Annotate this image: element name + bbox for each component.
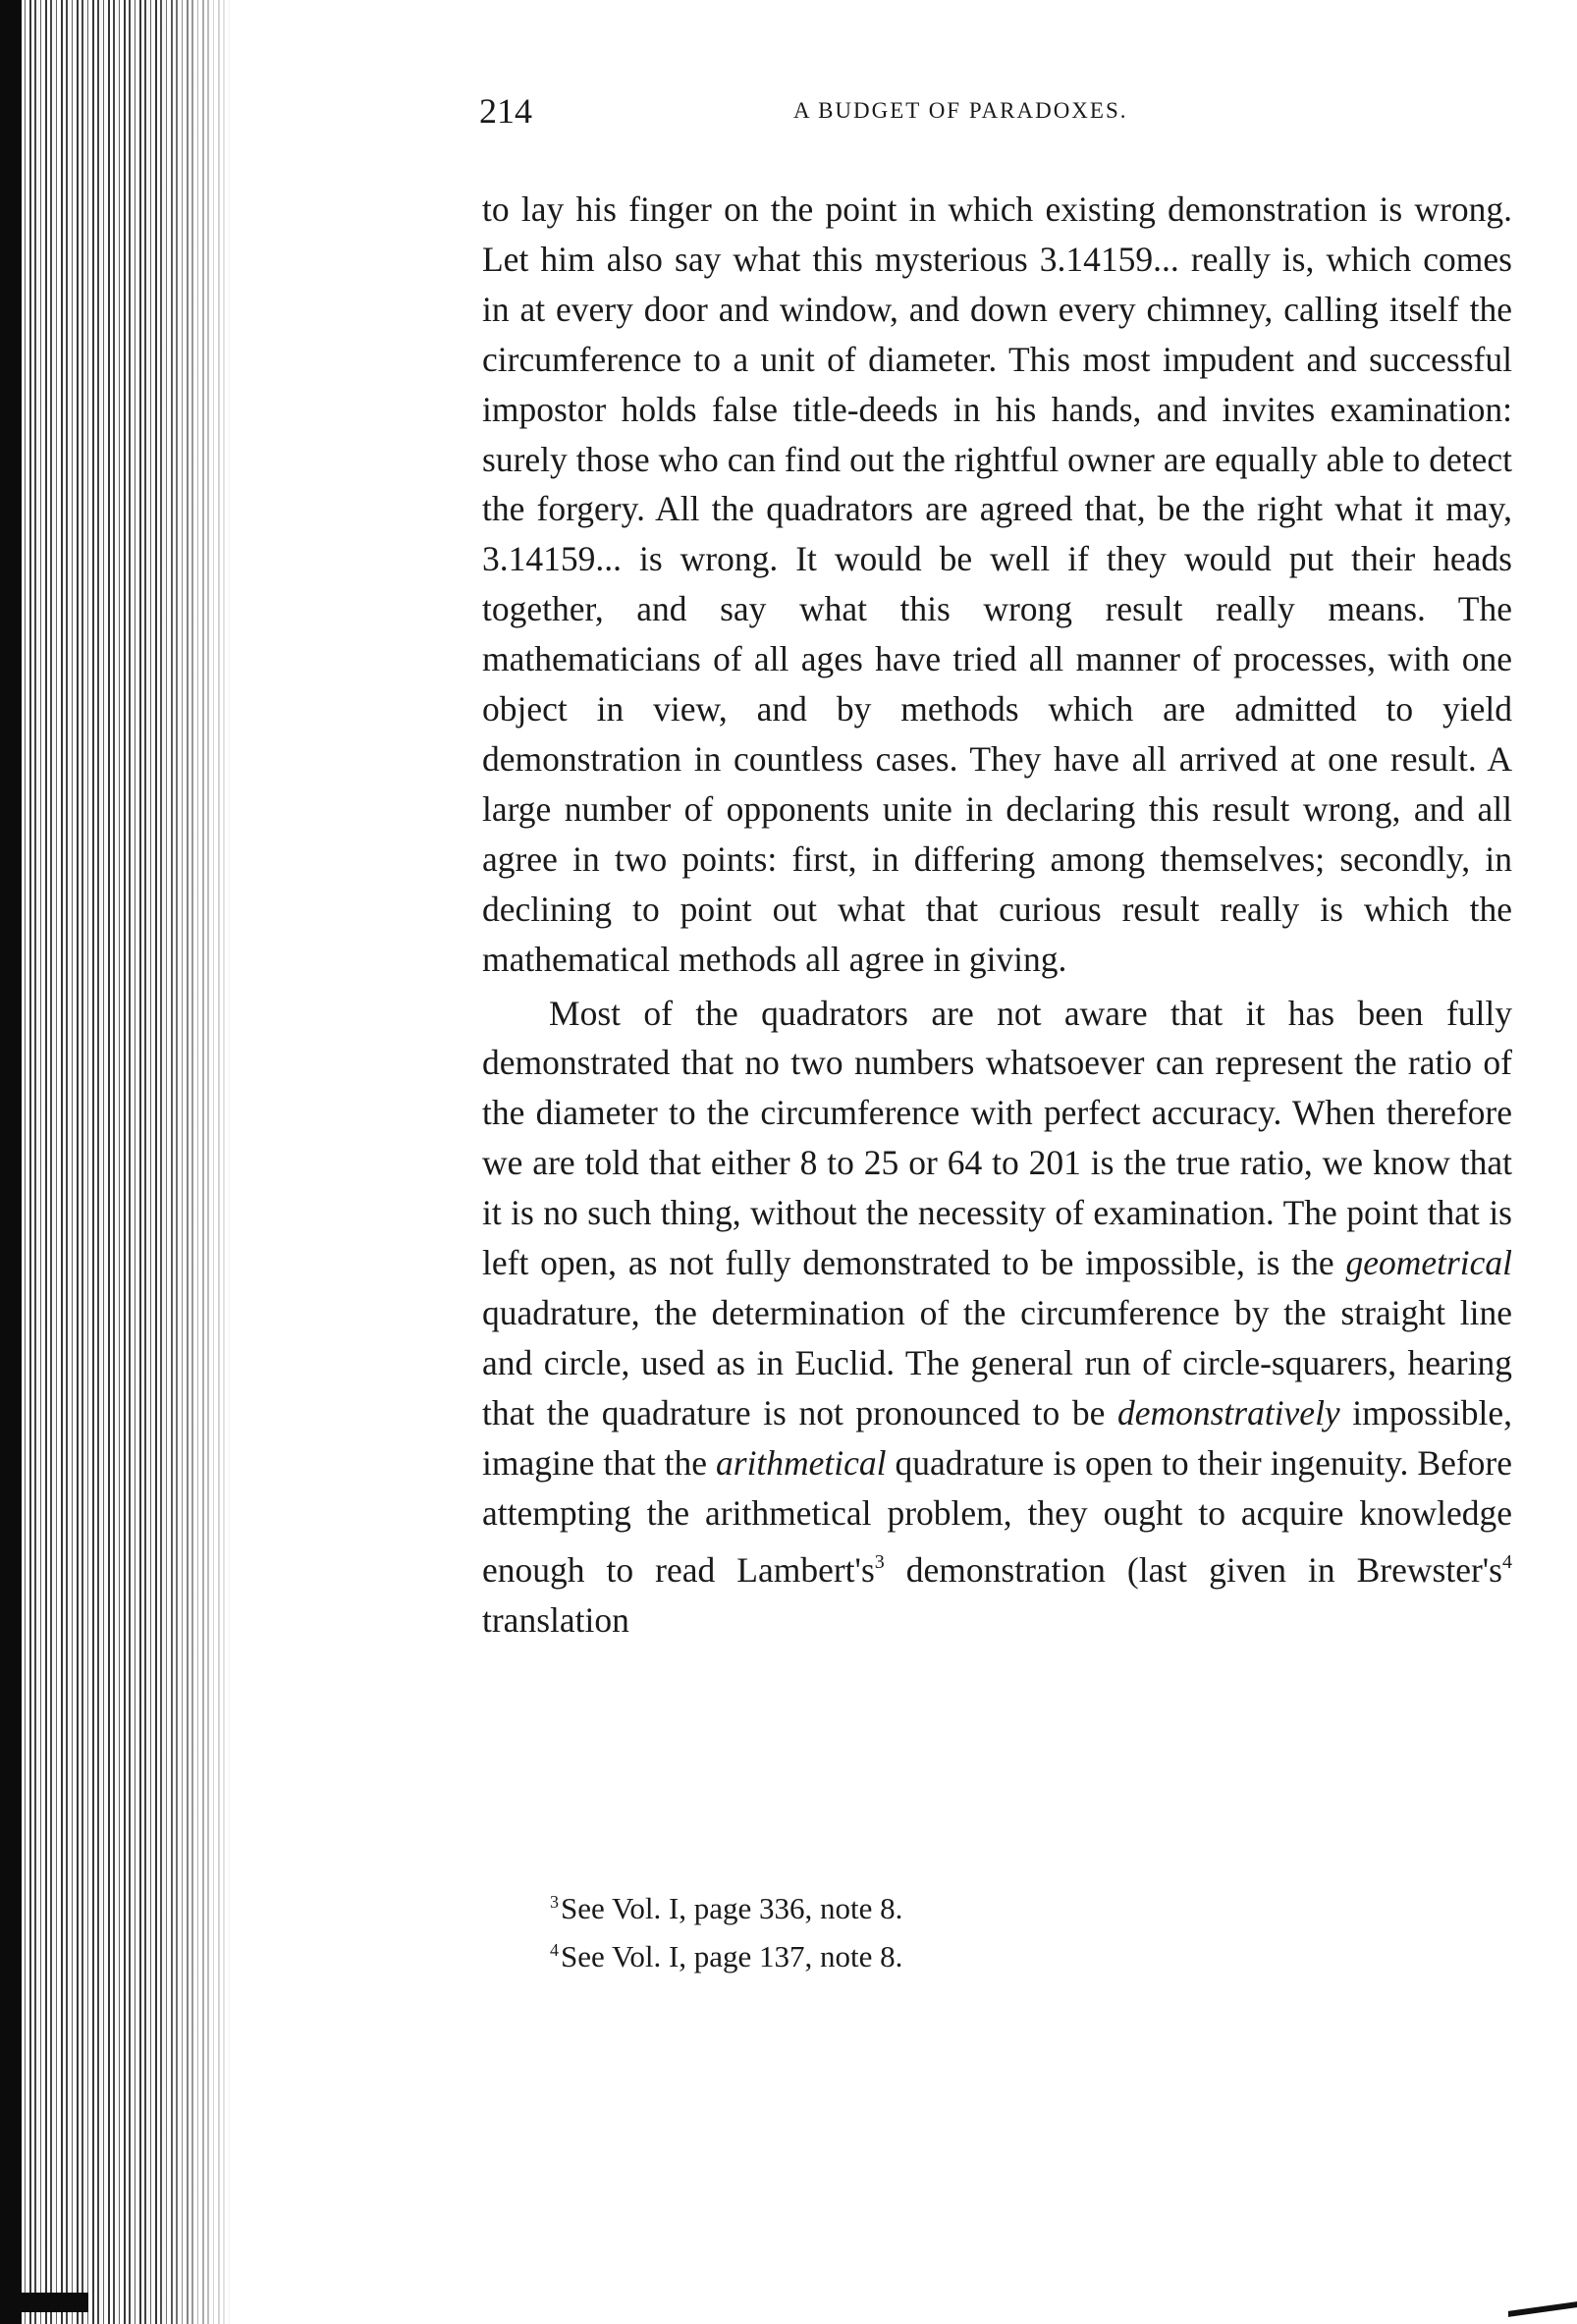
footnote — [550, 1929, 1434, 1977]
footnote-mark: 4 — [550, 1940, 559, 1960]
paragraph-2-text: quadrature is open to their ingenuity. Before attempting the arithmetical problem, they ought to acquire knowledge enough to read Lambert's — [482, 1442, 1512, 1591]
book-spine-shadow — [0, 0, 22, 2324]
page-header — [479, 90, 1552, 139]
footnote-ref-3: 3 — [874, 1551, 885, 1574]
paragraph-1: to lay his finger on the point in which existing demonstration is wrong. Let him also say what this mysterious 3.14159... really is, which comes in at every door and window, and down every chimney, calling itself the circumference to a unit of diameter. This most impudent and successful impostor holds false title-deeds in his hands, and invites examination: surely those who can find out the rightful owner are equally able to detect the forgery. All the quadrators are agreed that, be the right what it may, 3.14159... is wrong. It would be well if they would put their heads together, and say what this wrong result really means. The mathematicians of all ages have tried all manner of processes, with one object in view, and by methods which are admitted to yield demonstration in countless cases. They have all arrived at one result. A large number of opponents unite in declaring this result wrong, and all agree in two points: first, in differing among themselves; secondly, in declining to point out what that curious result really is which the mathematical methods all agree in giving. — [482, 189, 1512, 979]
emphasis-arithmetical: arithmetical — [716, 1442, 887, 1483]
book-spine-fade — [157, 0, 236, 2324]
book-spine-foot — [0, 2293, 88, 2312]
footnote-ref-4: 4 — [1502, 1551, 1512, 1574]
footnote-text: See Vol. I, page 336, note 8. — [561, 1891, 903, 1925]
paragraph-2-text: demonstration (last given in Brewster's — [884, 1550, 1502, 1591]
paragraph-2-text: impossible, imagine that the — [482, 1392, 1513, 1483]
page-number: 214 — [479, 91, 532, 131]
emphasis-demonstratively: demonstratively — [1116, 1392, 1340, 1432]
footnote — [550, 1881, 1434, 1929]
paragraph-2-text: translation — [482, 1600, 629, 1641]
page-corner-mark — [1508, 2301, 1577, 2317]
footnote-mark: 3 — [550, 1892, 559, 1912]
footnotes — [550, 1881, 1434, 1977]
footnote-text: See Vol. I, page 137, note 8. — [561, 1939, 903, 1973]
emphasis-geometrical: geometrical — [1345, 1243, 1512, 1283]
paragraph-2 — [482, 989, 1512, 1647]
paragraph-2-text: Most of the quadrators are not aware that it has been fully demonstrated that no two numbers whatsoever can represent the ratio of the diameter to the circumference with perfect accuracy. When therefore we are told that either 8 to 25 or 64 to 201 is the true ratio, we know that it is no such thing, without the necessity of examination. The point that is left open, as not fully demonstrated to be impossible, is the — [482, 993, 1512, 1283]
running-title: A BUDGET OF PARADOXES. — [793, 98, 1128, 123]
body-text — [482, 185, 1512, 1646]
paragraph-2-text: quadrature, the determination of the circumference by the straight line and circle, used as in Euclid. The general run of circle-squarers, hearing that the quadrature is not pronounced to be — [482, 1292, 1512, 1432]
